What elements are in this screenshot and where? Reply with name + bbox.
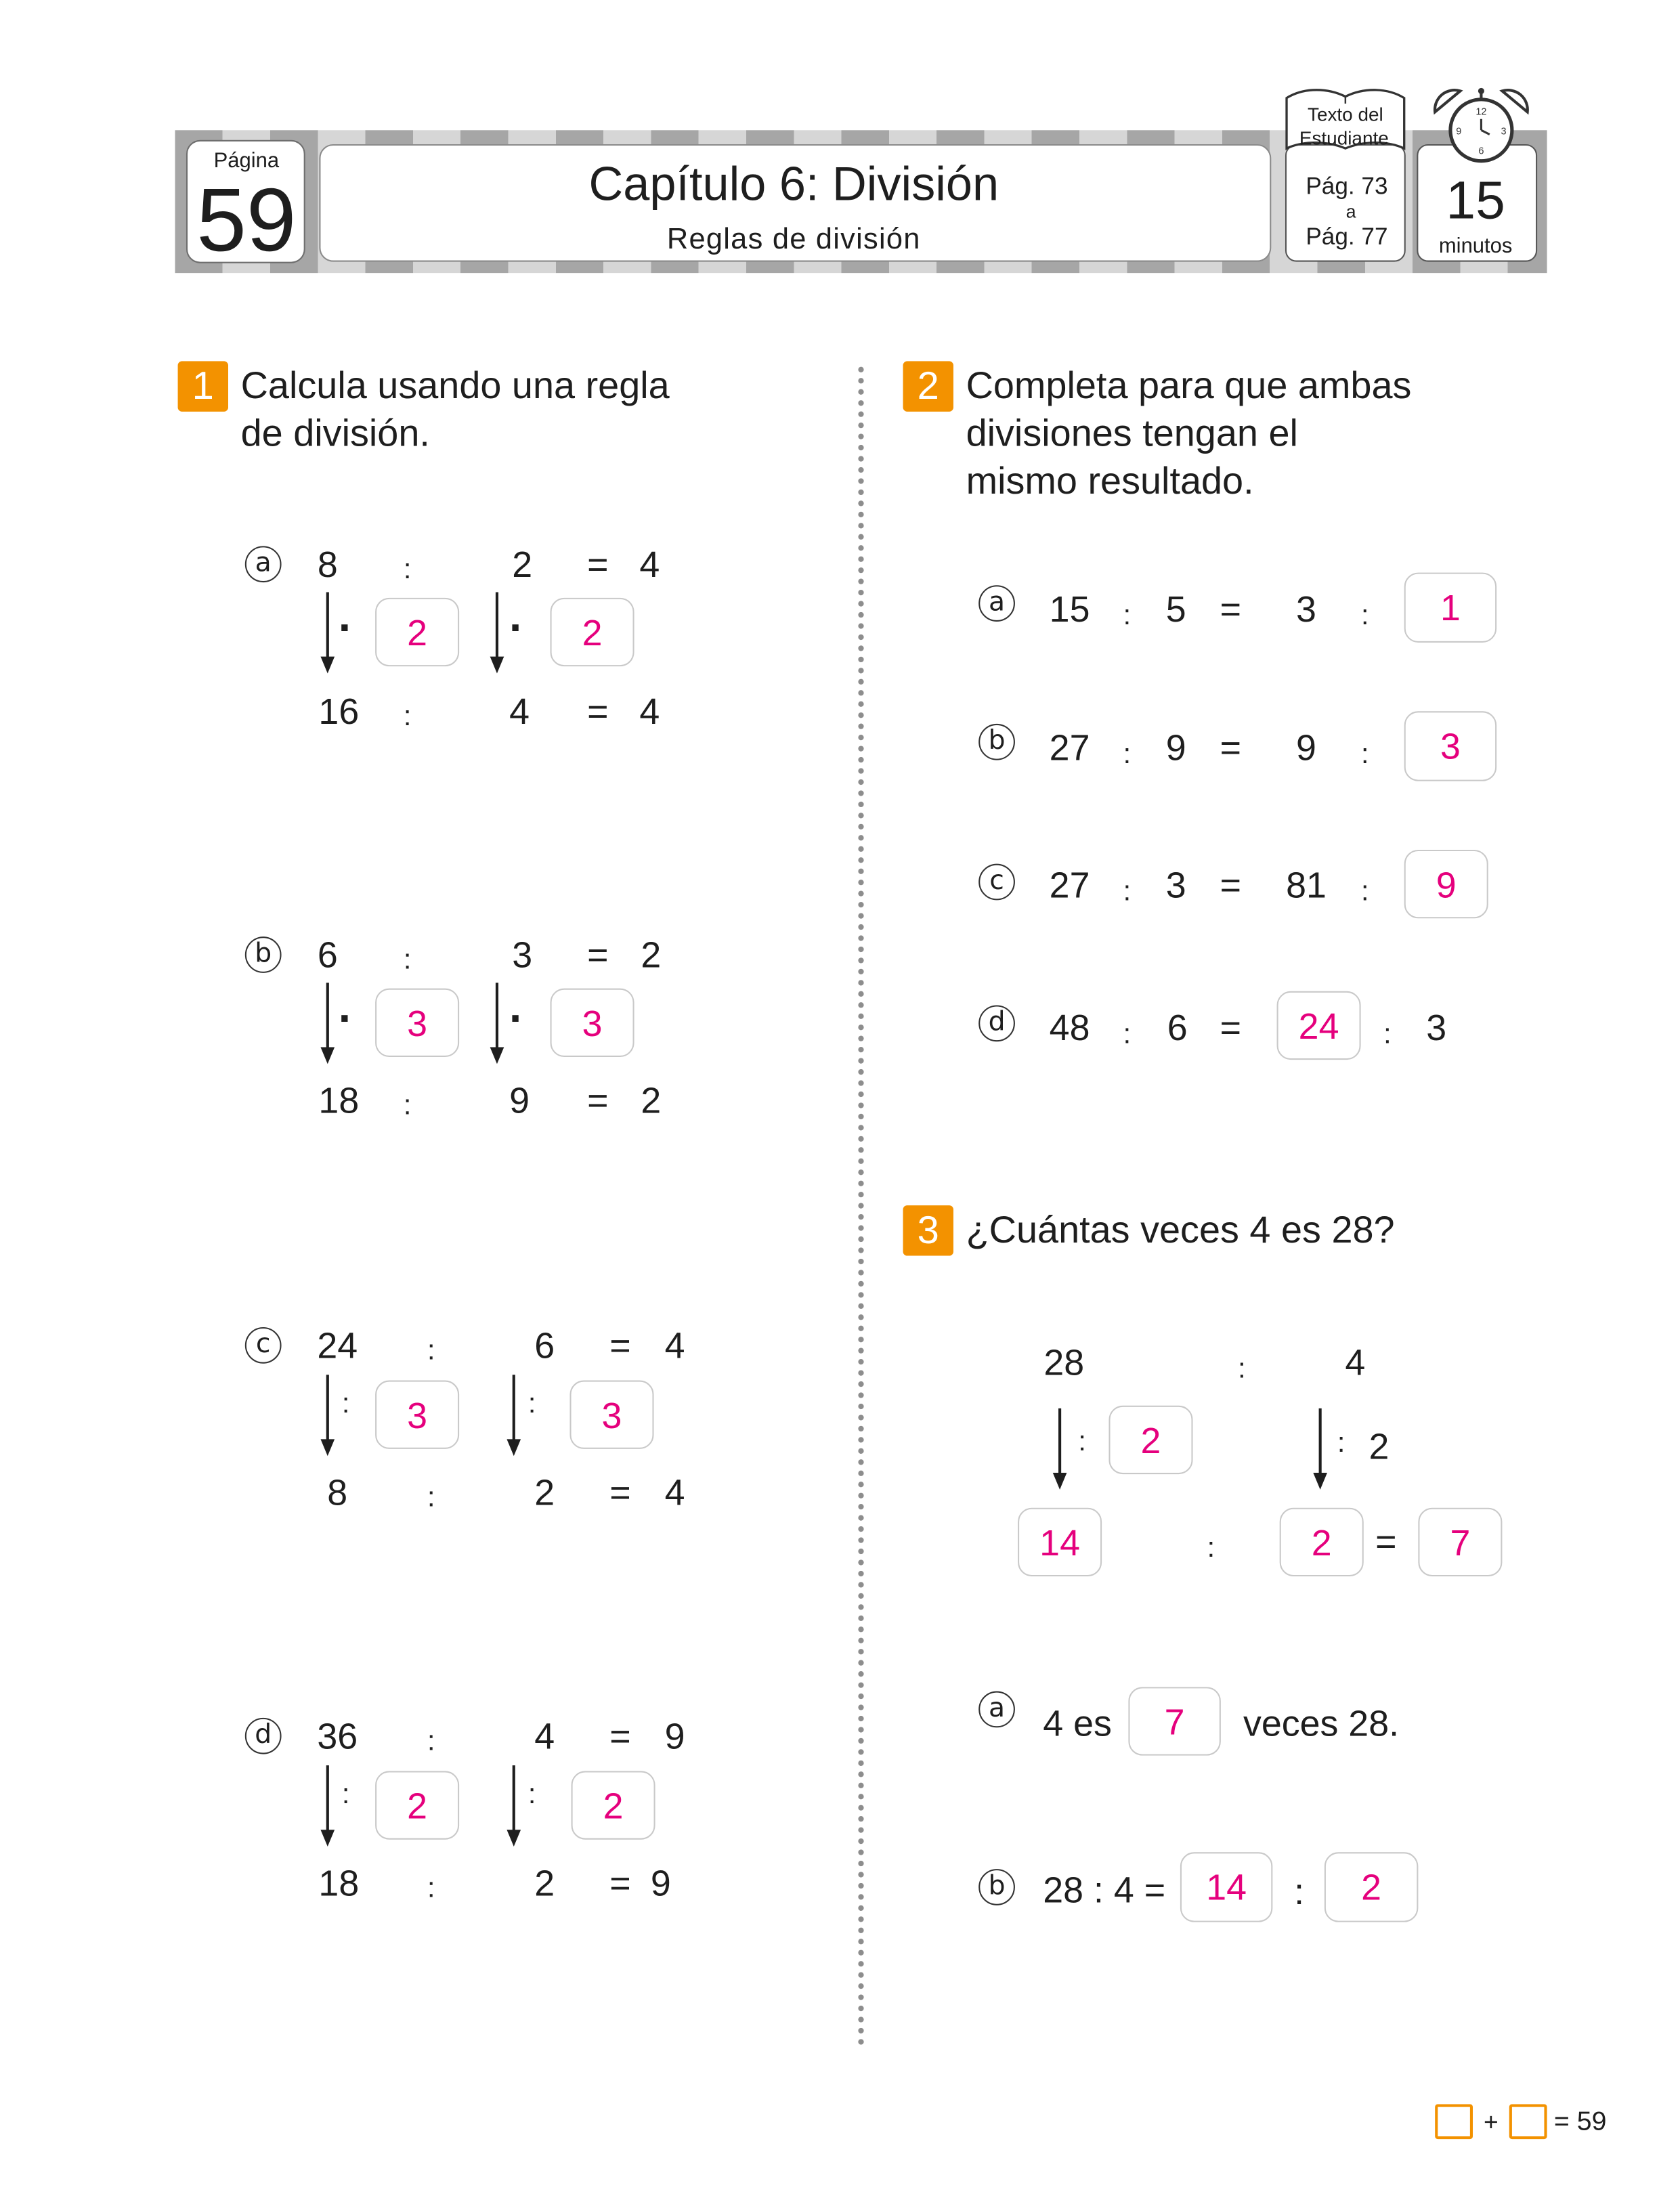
item-1a-bottom-dividend: 16 [318,690,360,733]
diagram-bottom-divisor-answer: 2 [1280,1508,1364,1576]
item-1a-top-division-sign: : [403,554,412,586]
pages-from: Pág. 73 [1306,173,1388,200]
item-2b-equals: = [1220,727,1242,769]
item-1b-bottom-result: 2 [641,1079,662,1122]
item-1a-answer-left: 2 [375,598,459,666]
diagram-bottom-result-answer: 7 [1418,1508,1502,1576]
item-2d-divisor: 6 [1167,1006,1188,1049]
item-1d-arrow-left [326,1765,329,1831]
exercise-3-question: ¿Cuántas veces 4 es 28? [966,1209,1395,1251]
item-1c-bottom-divisor: 2 [534,1471,555,1513]
item-1b-bottom-division-sign: : [403,1090,412,1122]
diagram-bottom-division-sign: : [1207,1532,1215,1564]
item-2a-divisor: 5 [1165,588,1186,630]
exercise-1-instruction-line2: de división. [240,412,430,454]
item-1b-answer-left: 3 [375,989,459,1057]
item-2c-division-sign: : [1123,876,1132,907]
item-2a-right-dividend: 3 [1296,588,1316,630]
item-2b-dividend: 27 [1049,727,1090,769]
item-1c-top-division-sign: : [427,1335,435,1366]
clock-number-3: 3 [1501,126,1507,137]
item-1c-op-right: : [527,1388,536,1420]
item-1b-top-result: 2 [641,934,662,976]
item-1c-bottom-result: 4 [664,1471,685,1513]
item-2c-letter: c [978,864,1015,901]
clock-number-9: 9 [1456,126,1462,137]
item-1d-bottom-division-sign: : [427,1873,435,1904]
time-value: 15 [1446,172,1505,232]
item-2d-right-division-sign: : [1383,1019,1392,1050]
item-1d-answer-right: 2 [572,1771,655,1839]
item-2d-answer: 24 [1277,991,1361,1060]
exercise-2-instruction-line3: mismo resultado. [966,460,1254,502]
item-1b-op-right: · [509,992,524,1043]
item-3b-answer-dividend: 14 [1180,1852,1272,1922]
item-1d-arrow-right [513,1765,515,1831]
item-1a-op-right: · [509,602,524,653]
item-1b-top-dividend: 6 [317,934,338,976]
item-1b-answer-right: 3 [551,989,634,1057]
item-1c-bottom-division-sign: : [427,1482,435,1513]
item-1d-op-right: : [527,1779,536,1811]
alarm-clock-icon [1427,84,1536,165]
item-2c-right-division-sign: : [1361,876,1369,907]
pages-to: Pág. 77 [1306,223,1388,251]
item-2c-dividend: 27 [1049,863,1090,906]
item-1b-bottom-divisor: 9 [509,1079,530,1122]
item-1a-top-divisor: 2 [512,543,533,586]
item-1b-bottom-dividend: 18 [318,1079,360,1122]
footer-plus: + [1484,2108,1499,2137]
footer-equals-59: = 59 [1553,2107,1607,2138]
item-1b-op-left: · [338,992,353,1043]
item-2a-equals: = [1220,588,1242,630]
item-1c-top-result: 4 [664,1324,685,1366]
chapter-subtitle: Reglas de división [666,223,921,256]
item-2a-letter: a [978,585,1015,622]
item-2d-equals: = [1220,1006,1242,1049]
item-1d-answer-left: 2 [375,1771,459,1839]
exercise-1-instruction-line1: Calcula usando una regla [240,364,670,407]
item-1a-top-dividend: 8 [317,543,338,586]
item-1d-top-divisor: 4 [534,1714,555,1757]
item-1c-answer-left: 3 [375,1381,459,1449]
item-3a-answer: 7 [1128,1687,1220,1755]
item-1a-letter: a [245,546,282,582]
book-label-line1: Texto del [1307,104,1383,125]
item-1a-top-result: 4 [639,543,660,586]
exercise-3-badge: 3 [903,1205,953,1255]
exercise-1-badge: 1 [178,361,228,411]
item-1c-top-dividend: 24 [317,1324,358,1366]
diagram-arrow-right [1319,1408,1322,1474]
item-1d-top-result: 9 [664,1714,685,1757]
clock-number-6: 6 [1478,146,1484,157]
item-1b-bottom-equals: = [587,1079,609,1122]
footer-square-left [1435,2104,1473,2139]
item-3b-letter: b [978,1869,1015,1905]
diagram-op-right: : [1337,1427,1345,1459]
item-1a-arrow-left [326,592,329,658]
item-1c-arrow-right [513,1375,515,1440]
item-2c-right-dividend: 81 [1286,863,1327,906]
item-2a-division-sign: : [1123,600,1132,632]
diagram-op-left: : [1078,1426,1086,1458]
diagram-op-right-value: 2 [1369,1425,1390,1467]
item-2b-answer: 3 [1404,711,1496,781]
item-1d-bottom-dividend: 18 [318,1861,360,1904]
item-1c-op-left: : [341,1388,350,1420]
item-3a-letter: a [978,1691,1015,1728]
item-1d-bottom-divisor: 2 [534,1861,555,1904]
item-1c-top-equals: = [609,1324,631,1366]
item-1a-bottom-equals: = [587,690,609,733]
item-1b-top-division-sign: : [403,945,412,976]
column-divider [858,367,863,2047]
item-1a-bottom-result: 4 [639,690,660,733]
item-1a-op-left: · [338,602,353,653]
item-1a-answer-right: 2 [551,598,634,666]
item-2b-right-division-sign: : [1361,739,1369,771]
page-number: 59 [196,169,297,271]
item-1d-bottom-result: 9 [650,1861,671,1904]
footer-square-right [1509,2104,1547,2139]
item-1c-answer-right: 3 [569,1381,653,1449]
diagram-top-divisor: 4 [1345,1341,1366,1383]
item-2c-answer: 9 [1404,850,1488,918]
item-2d-division-sign: : [1123,1019,1132,1050]
item-2b-letter: b [978,724,1015,760]
page-label: Página [213,149,280,173]
item-1d-top-division-sign: : [427,1726,435,1757]
diagram-bottom-dividend-answer: 14 [1018,1508,1102,1576]
item-1a-top-equals: = [587,543,609,586]
item-2b-divisor: 9 [1165,727,1186,769]
item-1c-bottom-equals: = [609,1471,631,1513]
item-2a-right-division-sign: : [1361,600,1369,632]
item-1b-arrow-left [326,983,329,1048]
diagram-bottom-equals: = [1375,1520,1397,1563]
diagram-top-division-sign: : [1238,1354,1246,1385]
item-3b-text-before: 28 : 4 = [1043,1869,1166,1912]
item-3a-text-before: 4 es [1043,1702,1112,1745]
item-1d-top-dividend: 36 [317,1714,358,1757]
item-2c-divisor: 3 [1165,863,1186,906]
item-2d-right-divisor: 3 [1426,1006,1447,1049]
item-1a-bottom-division-sign: : [403,701,412,733]
item-2b-right-dividend: 9 [1296,727,1316,769]
exercise-2-instruction-line2: divisiones tengan el [966,412,1298,454]
item-3b-division-sign: : [1294,1870,1305,1913]
item-1d-top-equals: = [609,1714,631,1757]
item-1d-op-left: : [341,1779,350,1811]
item-1c-letter: c [245,1327,282,1364]
item-1c-bottom-dividend: 8 [327,1471,348,1513]
item-2c-equals: = [1220,863,1242,906]
time-unit: minutos [1438,234,1513,259]
item-1a-bottom-divisor: 4 [509,690,530,733]
exercise-2-badge: 2 [903,361,953,411]
diagram-answer-left: 2 [1108,1406,1192,1474]
item-1a-arrow-right [496,592,498,658]
item-2d-dividend: 48 [1049,1006,1090,1049]
item-2a-answer: 1 [1404,573,1496,643]
pages-connector: a [1345,200,1356,222]
clock-number-12: 12 [1476,106,1487,118]
item-2b-division-sign: : [1123,739,1132,771]
item-3b-answer-divisor: 2 [1324,1852,1419,1922]
item-2d-letter: d [978,1005,1015,1041]
item-1d-letter: d [245,1718,282,1754]
book-label-line2: Estudiante [1299,127,1389,149]
diagram-arrow-left [1058,1408,1061,1474]
item-3a-text-after: veces 28. [1243,1702,1400,1745]
item-1b-letter: b [245,936,282,973]
item-1c-arrow-left [326,1375,329,1440]
item-2a-dividend: 15 [1049,588,1090,630]
item-1b-top-equals: = [587,934,609,976]
item-1b-arrow-right [496,983,498,1048]
chapter-title: Capítulo 6: División [588,158,999,212]
item-1c-top-divisor: 6 [534,1324,555,1366]
exercise-2-instruction-line1: Completa para que ambas [966,364,1412,407]
diagram-top-dividend: 28 [1043,1341,1085,1383]
item-1d-bottom-equals: = [609,1861,631,1904]
item-1b-top-divisor: 3 [512,934,533,976]
